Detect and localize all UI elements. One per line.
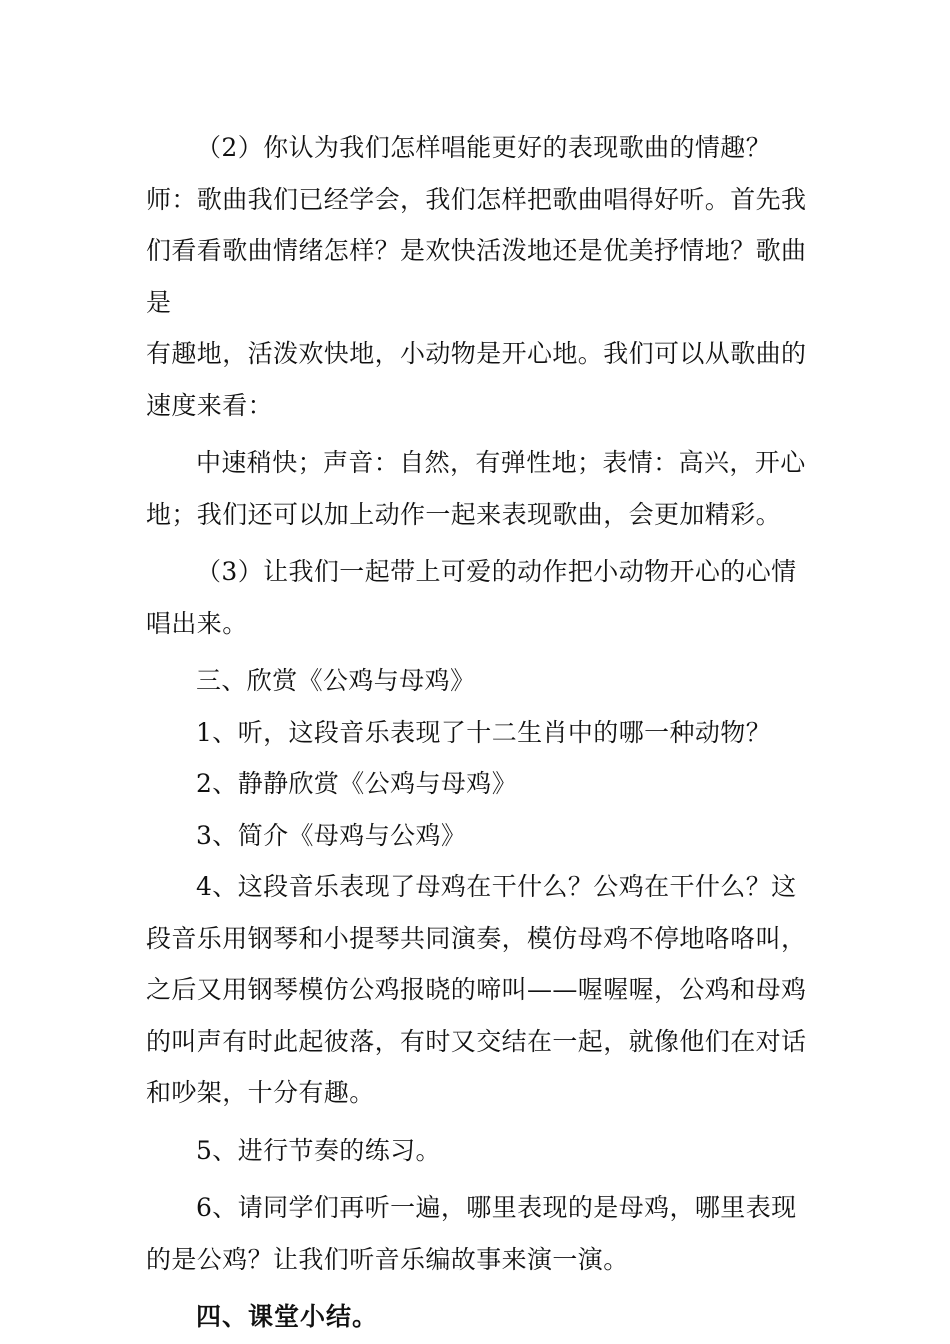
list-item-6: 6、请同学们再听一遍，哪里表现的是母鸡，哪里表现的是公鸡？让我们听音乐编故事来演一演。 [146,1193,797,1274]
paragraph-question-2: （2）你认为我们怎样唱能更好的表现歌曲的情趣？师：歌曲我们已经学会，我们怎样把歌曲唱得好听。首先我们看看歌曲情绪怎样？是欢快活泼地还是优美抒情地？歌曲是 [146,133,807,317]
list-item-5: 5、进行节奏的练习。 [196,1135,441,1165]
list-item-4: 4、这段音乐表现了母鸡在干什么？公鸡在干什么？这段音乐用钢琴和小提琴共同演奏，模仿母鸡不停地咯咯叫，之后又用钢琴模仿公鸡报晓的啼叫——喔喔喔，公鸡和母鸡的叫声有时此起彼落，有时又交结在一起，就像他们在对话和吵架，十分有趣。 [146,872,807,1107]
section-heading-summary: 四、课堂小结。 [196,1302,379,1331]
list-item-2: 2、静静欣赏《公鸡与母鸡》 [196,769,518,798]
paragraph-tempo-voice: 中速稍快；声音：自然，有弹性地；表情：高兴，开心地；我们还可以加上动作一起来表现歌曲，会更加精彩。 [146,448,806,529]
list-item-1: 1、听，这段音乐表现了十二生肖中的哪一种动物？ [196,717,772,747]
document-body [146,122,808,1343]
section-heading-appreciation: 三、欣赏《公鸡与母鸡》 [196,666,476,695]
list-item-3: 3、简介《母鸡与公鸡》 [196,820,467,850]
paragraph-song-mood: 有趣地，活泼欢快地，小动物是开心地。我们可以从歌曲的速度来看： [146,339,807,420]
paragraph-question-3: （3）让我们一起带上可爱的动作把小动物开心的心情唱出来。 [146,557,797,638]
